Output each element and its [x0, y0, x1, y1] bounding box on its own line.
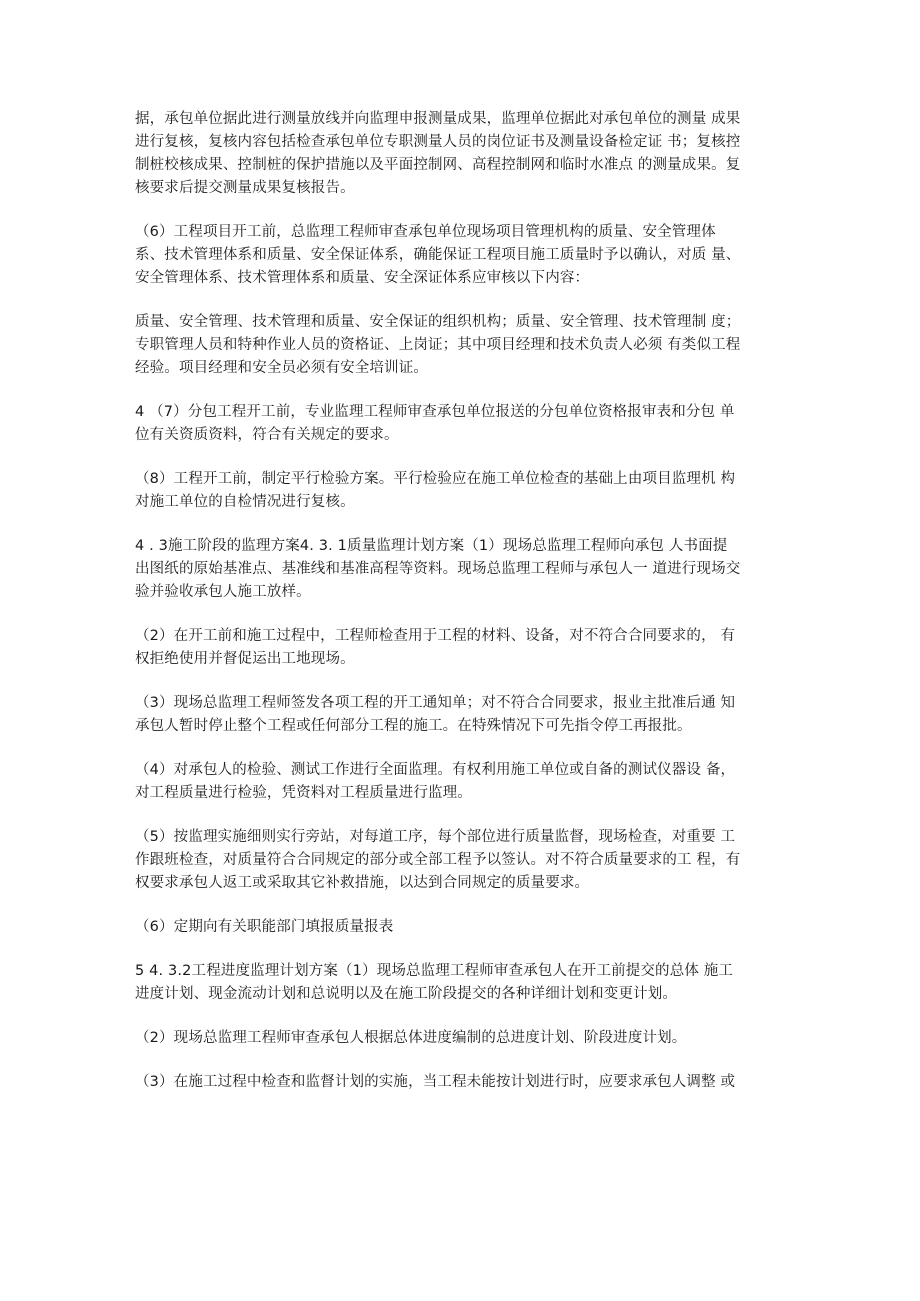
- paragraph-quality-item-4: [135, 759, 783, 805]
- paragraph-quality-item-2: [135, 625, 783, 671]
- text-line: （3）现场总监理工程师签发各项工程的开工通知单；对不符合合同要求，报业主批准后通 知: [135, 695, 736, 711]
- paragraph-quality-item-5: [135, 826, 783, 895]
- text-line: 5 4. 3.2工程进度监理计划方案（1）现场总监理工程师审查承包人在开工前提交的总体 施工: [135, 963, 734, 979]
- text-line: 验并验收承包人施工放样。: [135, 584, 311, 600]
- text-line: 安全管理体系、技术管理体系和质量、安全深证体系应审核以下内容：: [135, 270, 590, 286]
- text-line: 权拒绝使用并督促运出工地现场。: [135, 651, 355, 667]
- paragraph-survey-review: [135, 108, 783, 200]
- text-line: 系、技术管理体系和质量、安全保证体系，确能保证工程项目施工质量时予以确认，对质 量、: [135, 247, 741, 263]
- text-line: 4 . 3施工阶段的监理方案4. 3. 1质量监理计划方案（1）现场总监理工程师向承包 人书面提: [135, 538, 728, 554]
- paragraph-progress-item-3: [135, 1071, 783, 1094]
- text-line: 对工程质量进行检验，凭资料对工程质量进行监理。: [135, 785, 472, 801]
- text-line: 制桩校核成果、控制桩的保护措施以及平面控制网、高程控制网和临时水准点 的测量成果。复: [135, 157, 741, 173]
- text-line: 4 （7）分包工程开工前，专业监理工程师审查承包单位报送的分包单位资格报审表和分包 单: [135, 404, 735, 420]
- text-line: 出图纸的原始基准点、基准线和基准高程等资料。现场总监理工程师与承包人一 道进行现场交: [135, 561, 741, 577]
- text-line: 作跟班检查，对质量符合合同规定的部分或全部工程予以签认。对不符合质量要求的工 程，有: [135, 852, 741, 868]
- text-line: 进行复核，复核内容包括检查承包单位专职测量人员的岗位证书及测量设备检定证 书；复核控: [135, 134, 741, 150]
- text-line: 对施工单位的自检情况进行复核。: [135, 494, 355, 510]
- paragraph-progress-item-2: [135, 1027, 783, 1050]
- paragraph-item-6-management-system: [135, 221, 783, 290]
- text-line: （6）工程项目开工前，总监理工程师审查承包单位现场项目管理机构的质量、安全管理体: [135, 224, 716, 240]
- text-line: （6）定期向有关职能部门填报质量报表: [135, 919, 394, 935]
- text-line: （2）现场总监理工程师审查承包人根据总体进度编制的总进度计划、阶段进度计划。: [135, 1030, 687, 1046]
- paragraph-item-7-subcontract: [135, 401, 783, 447]
- text-line: （3）在施工过程中检查和监督计划的实施，当工程未能按计划进行时，应要求承包人调整 或: [135, 1074, 736, 1090]
- paragraph-quality-item-3: [135, 692, 783, 738]
- paragraph-review-content: [135, 311, 783, 380]
- text-line: 质量、安全管理、技术管理和质量、安全保证的组织机构；质量、安全管理、技术管理制 度；: [135, 314, 741, 330]
- text-line: （4）对承包人的检验、测试工作进行全面监理。有权利用施工单位或自备的测试仪器设 备，: [135, 762, 736, 778]
- text-line: 专职管理人员和特种作业人员的资格证、上岗证；其中项目经理和技术负责人必须 有类似工程: [135, 337, 741, 353]
- paragraph-section-4-3-quality-plan: [135, 535, 783, 604]
- text-line: 位有关资质资料，符合有关规定的要求。: [135, 427, 399, 443]
- paragraph-quality-item-6: [135, 916, 783, 939]
- text-line: （2）在开工前和施工过程中，工程师检查用于工程的材料、设备，对不符合合同要求的， 有: [135, 628, 736, 644]
- paragraph-section-4-3-2-progress-plan: [135, 960, 783, 1006]
- text-line: 权要求承包人返工或采取其它补救措施，以达到合同规定的质量要求。: [135, 875, 590, 891]
- text-line: 据，承包单位据此进行测量放线并向监理申报测量成果，监理单位据此对承包单位的测量 成果: [135, 111, 741, 127]
- text-line: （5）按监理实施细则实行旁站，对每道工序，每个部位进行质量监督，现场检查，对重要 工: [135, 829, 736, 845]
- text-line: （8）工程开工前，制定平行检验方案。平行检验应在施工单位检查的基础上由项目监理机 构: [135, 471, 736, 487]
- text-line: 进度计划、现金流动计划和总说明以及在施工阶段提交的各种详细计划和变更计划。: [135, 986, 678, 1002]
- text-line: 核要求后提交测量成果复核报告。: [135, 180, 355, 196]
- paragraph-item-8-parallel-inspection: [135, 468, 783, 514]
- text-line: 承包人暂时停止整个工程或任何部分工程的施工。在特殊情况下可先指令停工再报批。: [135, 718, 692, 734]
- text-line: 经验。项目经理和安全员必须有安全培训证。: [135, 360, 428, 376]
- document-body: [135, 108, 783, 1115]
